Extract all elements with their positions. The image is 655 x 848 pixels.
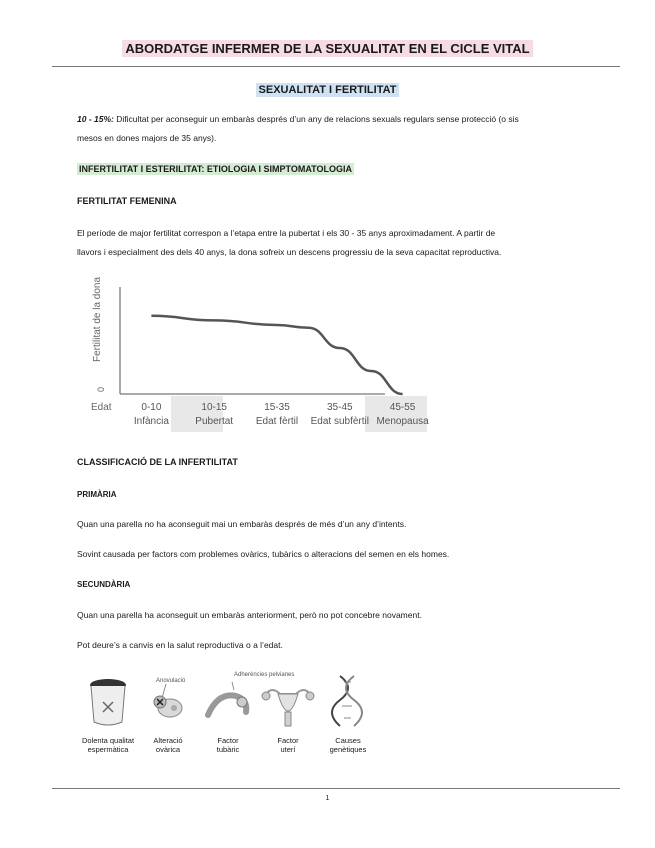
x-tick-label: 45-55	[389, 402, 416, 413]
figure-label-uterus-2: uterí	[280, 745, 296, 754]
fertility-series-line	[151, 316, 402, 394]
x-tick-sublabel: Pubertat	[195, 416, 234, 427]
page-number: 1	[325, 795, 330, 802]
x-tick-label: 0-10	[141, 402, 162, 413]
x-tick-sublabel: Edat subfèrtil	[310, 416, 369, 427]
figure-label-tubal-2: tubàric	[216, 745, 240, 754]
fallopian-tube-icon	[198, 670, 295, 734]
figure-item-ovary	[138, 670, 198, 754]
ovary-icon	[138, 670, 198, 734]
figure-label-genetic	[318, 736, 378, 754]
intro-paragraph	[77, 110, 587, 148]
x-tick-label: 10-15	[201, 402, 227, 413]
figure-label-ovary-1: Alteració	[153, 736, 183, 745]
x-tick-label: 15-35	[264, 402, 290, 413]
figure-label-uterus	[258, 736, 318, 754]
figure-label-ovary-2: ovàrica	[155, 745, 181, 754]
y-origin-label: 0	[96, 386, 106, 392]
intro-line-2: mesos en dones majors de 35 anys).	[77, 133, 217, 143]
etiology-heading-text: INFERTILITAT I ESTERILITAT: ETIOLOGIA I SIMPTOMATOLOGIA	[79, 164, 352, 174]
figure-item-sperm	[78, 670, 138, 754]
header-rule	[52, 66, 620, 67]
female-fertility-paragraph	[77, 224, 587, 262]
x-tick-sublabel: Menopausa	[376, 416, 429, 427]
section-title-text: SEXUALITAT I FERTILITAT	[256, 83, 400, 97]
figure-label-genetic-2: genètiques	[329, 745, 367, 754]
female-line-1: El període de major fertilitat correspon a l’etapa entre la pubertat i els 30 - 35 anys aproximadament. A partir de	[77, 228, 496, 238]
adhesions-annotation: Adherències pelvianes	[234, 672, 295, 678]
figure-label-sperm-2: espermàtica	[87, 745, 129, 754]
x-tick-sublabel: Edat fèrtil	[255, 416, 299, 427]
classification-heading: CLASSIFICACIÓ DE LA INFERTILITAT	[77, 457, 238, 467]
figure-label-sperm-1: Dolenta qualitat	[81, 736, 135, 745]
figure-label-sperm	[78, 736, 138, 754]
fertility-chart	[85, 276, 435, 432]
secondary-line-1: Quan una parella ha aconseguit un embaràs anteriorment, però no pot concebre novament.	[77, 610, 422, 620]
uterus-icon	[258, 670, 318, 734]
primary-line-2: Sovint causada per factors com problemes ovàrics, tubàrics o alteracions del semen en els homes.	[77, 549, 450, 559]
anovulation-annotation: Anovulació	[156, 678, 186, 684]
page-title	[0, 40, 655, 58]
x-tick-label: 35-45	[327, 402, 353, 413]
female-fertility-heading: FERTILITAT FEMENINA	[77, 196, 177, 206]
x-axis-label: Edat	[91, 402, 112, 413]
figure-item-uterus	[258, 670, 318, 754]
intro-lead: 10 - 15%:	[77, 114, 114, 124]
infertility-causes-figure	[78, 670, 378, 760]
female-line-2: llavors i especialment des dels 40 anys, la dona sofreix un descens progressiu de la seva capacitat reproductiva.	[77, 247, 502, 257]
sperm-sample-cup-icon	[78, 670, 138, 734]
figure-label-uterus-1: Factor	[277, 736, 299, 745]
section-title	[0, 80, 655, 98]
figure-item-genetic	[318, 670, 378, 754]
page-title-text: ABORDATGE INFERMER DE LA SEXUALITAT EN EL CICLE VITAL	[122, 40, 532, 57]
figure-label-tubal	[198, 736, 258, 754]
dna-icon	[318, 670, 378, 734]
primary-heading: PRIMÀRIA	[77, 490, 117, 499]
primary-line-1: Quan una parella no ha aconseguit mai un embaràs després de més d’un any d’intents.	[77, 519, 407, 529]
secondary-line-2: Pot deure’s a canvis en la salut reproductiva o a l’edat.	[77, 640, 283, 650]
y-axis-label: Fertilitat de la dona	[92, 276, 103, 362]
secondary-heading: SECUNDÀRIA	[77, 580, 131, 589]
x-tick-sublabel: Infància	[133, 416, 169, 427]
figure-label-genetic-1: Causes	[335, 736, 361, 745]
figure-label-ovary	[138, 736, 198, 754]
footer-rule	[52, 788, 620, 789]
etiology-heading	[77, 164, 354, 174]
figure-label-tubal-1: Factor	[217, 736, 239, 745]
intro-line-1: Dificultat per aconseguir un embaràs després d’un any de relacions sexuals regulars sense protecció (o sis	[113, 114, 519, 124]
